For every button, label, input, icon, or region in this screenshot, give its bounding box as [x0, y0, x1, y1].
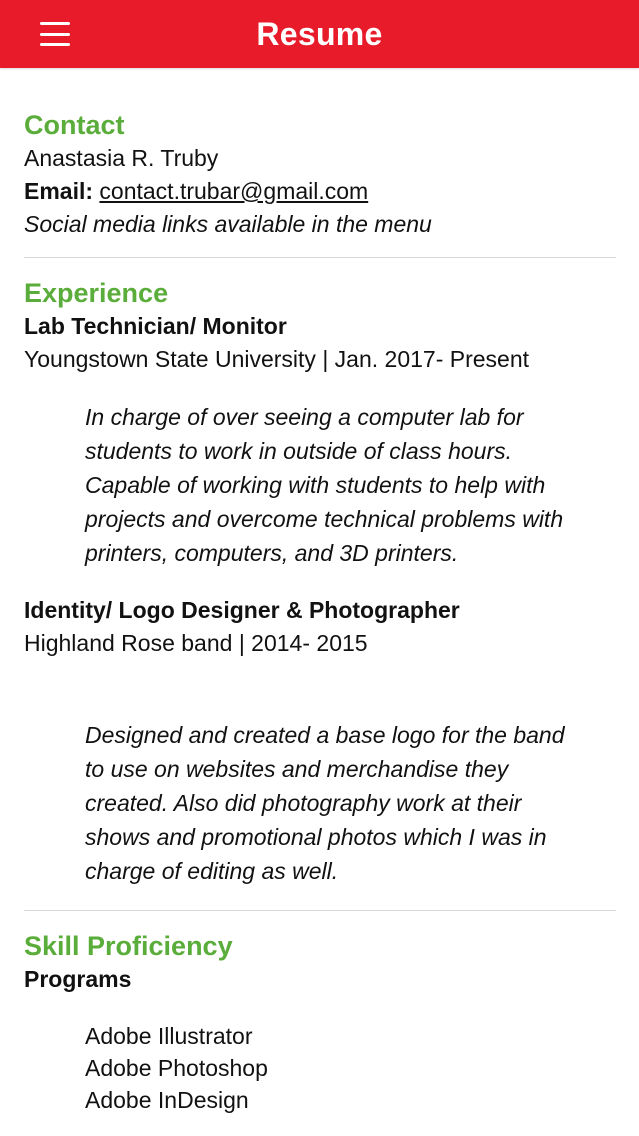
menu-bar: [40, 33, 70, 36]
contact-email-row: [24, 175, 616, 208]
menu-bar: [40, 22, 70, 25]
email-label: Email:: [24, 178, 94, 204]
contact-name: Anastasia R. Truby: [24, 145, 219, 171]
program-item: Adobe Photoshop: [85, 1055, 268, 1081]
menu-bar: [40, 43, 70, 46]
job-description: Designed and created a base logo for the band to use on websites and merchandise they created. Also did photography work at their shows and promotional photos which I was in charge of editing as well.: [85, 722, 565, 884]
skills-section-title: Skill Proficiency: [24, 931, 233, 961]
experience-section-title: Experience: [24, 278, 169, 308]
programs-label: Programs: [24, 966, 132, 992]
contact-note: Social media links available in the menu: [24, 211, 432, 237]
job-role: Lab Technician/ Monitor: [24, 313, 287, 339]
program-item: Adobe InDesign: [85, 1087, 249, 1113]
contact-section-title: Contact: [24, 110, 125, 140]
job-org: Youngstown State University | Jan. 2017- Present: [24, 346, 530, 372]
job-role: Identity/ Logo Designer & Photographer: [24, 597, 460, 623]
resume-content[interactable]: [24, 68, 616, 1116]
app-header: [0, 0, 639, 68]
job-description: In charge of over seeing a computer lab for students to work in outside of class hours. Capable of working with students to help with projects and overcome technical problems with printers, computers, and 3D printers.: [85, 404, 564, 566]
job-org: Highland Rose band | 2014- 2015: [24, 630, 368, 656]
page-title: Resume: [256, 15, 383, 52]
hamburger-menu-icon[interactable]: [40, 22, 72, 46]
email-link[interactable]: contact.trubar@gmail.com: [99, 178, 369, 204]
program-item: Adobe Illustrator: [85, 1023, 253, 1049]
